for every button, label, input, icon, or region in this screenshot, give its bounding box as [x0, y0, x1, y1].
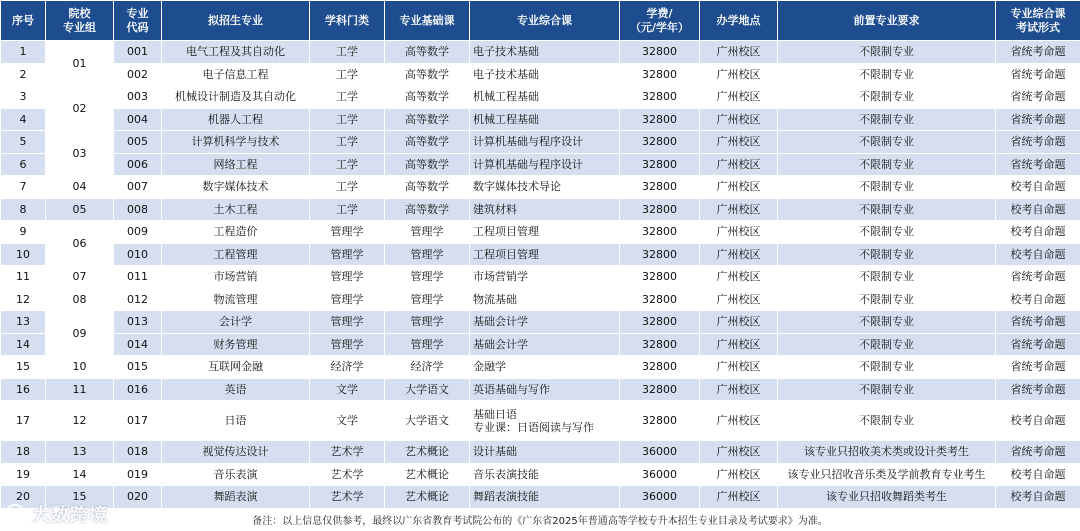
cell-prereq: 不限制专业 [778, 108, 996, 131]
cell-exam: 校考自命题 [996, 176, 1080, 199]
cell-campus: 广州校区 [700, 176, 778, 199]
cell-comprehensive: 工程项目管理 [470, 243, 620, 266]
cell-campus: 广州校区 [700, 441, 778, 464]
cell-comprehensive: 基础会计学 [470, 333, 620, 356]
cell-fee: 32800 [620, 86, 700, 109]
table-row [1, 333, 1080, 356]
cell-exam: 校考自命题 [996, 463, 1080, 486]
cell-prereq: 不限制专业 [778, 176, 996, 199]
cell-prereq: 不限制专业 [778, 41, 996, 64]
cell-group: 03 [46, 131, 114, 176]
cell-major: 物流管理 [162, 288, 310, 311]
cell-code: 002 [114, 63, 162, 86]
cell-basic: 管理学 [385, 221, 470, 244]
cell-comprehensive: 英语基础与写作 [470, 378, 620, 401]
header-prereq: 前置专业要求 [778, 1, 996, 41]
table-row [1, 311, 1080, 334]
cell-major: 视觉传达设计 [162, 441, 310, 464]
cell-comprehensive: 市场营销学 [470, 266, 620, 289]
cell-code: 008 [114, 198, 162, 221]
cell-basic: 高等数学 [385, 41, 470, 64]
cell-fee: 32800 [620, 378, 700, 401]
cell-major: 舞蹈表演 [162, 486, 310, 509]
cell-basic: 管理学 [385, 333, 470, 356]
cell-group: 10 [46, 356, 114, 379]
cell-major: 土木工程 [162, 198, 310, 221]
table-row [1, 266, 1080, 289]
cell-major: 英语 [162, 378, 310, 401]
cell-campus: 广州校区 [700, 401, 778, 441]
cell-group: 08 [46, 288, 114, 311]
cell-seq: 18 [1, 441, 46, 464]
cell-basic: 高等数学 [385, 131, 470, 154]
cell-campus: 广州校区 [700, 333, 778, 356]
cell-exam: 省统考命题 [996, 86, 1080, 109]
cell-category: 艺术学 [310, 486, 385, 509]
cell-category: 工学 [310, 41, 385, 64]
cell-code: 011 [114, 266, 162, 289]
cell-campus: 广州校区 [700, 243, 778, 266]
cell-category: 工学 [310, 108, 385, 131]
cell-group: 02 [46, 86, 114, 131]
cell-fee: 36000 [620, 463, 700, 486]
cell-comprehensive: 电子技术基础 [470, 41, 620, 64]
cell-major: 会计学 [162, 311, 310, 334]
cell-campus: 广州校区 [700, 311, 778, 334]
comprehensive-line-2: 专业课：日语阅读与写作 [473, 420, 594, 434]
cell-campus: 广州校区 [700, 266, 778, 289]
cell-seq: 11 [1, 266, 46, 289]
table-row [1, 401, 1080, 441]
cell-prereq: 不限制专业 [778, 243, 996, 266]
table-row [1, 108, 1080, 131]
cell-prereq: 该专业只招收美术类或设计类考生 [778, 441, 996, 464]
cell-category: 管理学 [310, 266, 385, 289]
table-row [1, 63, 1080, 86]
cell-major: 工程管理 [162, 243, 310, 266]
cell-category: 艺术学 [310, 463, 385, 486]
watermark-logo-icon [4, 503, 26, 525]
cell-group: 06 [46, 221, 114, 266]
cell-seq: 6 [1, 153, 46, 176]
header-group: 院校 专业组 [46, 1, 114, 41]
cell-basic: 高等数学 [385, 176, 470, 199]
cell-major: 财务管理 [162, 333, 310, 356]
cell-basic: 大学语文 [385, 401, 470, 441]
cell-code: 007 [114, 176, 162, 199]
cell-prereq: 不限制专业 [778, 266, 996, 289]
cell-group: 14 [46, 463, 114, 486]
cell-fee: 32800 [620, 153, 700, 176]
cell-code: 017 [114, 401, 162, 441]
table-row [1, 486, 1080, 509]
cell-fee: 36000 [620, 486, 700, 509]
cell-exam: 校考自命题 [996, 243, 1080, 266]
cell-fee: 36000 [620, 441, 700, 464]
cell-major: 工程造价 [162, 221, 310, 244]
cell-comprehensive [470, 401, 620, 441]
header-row [1, 1, 1080, 41]
cell-category: 工学 [310, 86, 385, 109]
cell-campus: 广州校区 [700, 86, 778, 109]
cell-comprehensive: 计算机基础与程序设计 [470, 131, 620, 154]
cell-group: 11 [46, 378, 114, 401]
cell-basic: 经济学 [385, 356, 470, 379]
cell-campus: 广州校区 [700, 108, 778, 131]
cell-prereq: 不限制专业 [778, 378, 996, 401]
cell-exam: 校考自命题 [996, 221, 1080, 244]
cell-exam: 省统考命题 [996, 153, 1080, 176]
cell-fee: 32800 [620, 266, 700, 289]
cell-prereq: 不限制专业 [778, 86, 996, 109]
cell-seq: 4 [1, 108, 46, 131]
cell-major: 网络工程 [162, 153, 310, 176]
cell-basic: 高等数学 [385, 86, 470, 109]
cell-category: 管理学 [310, 221, 385, 244]
table-row [1, 356, 1080, 379]
cell-major: 市场营销 [162, 266, 310, 289]
cell-major: 电子信息工程 [162, 63, 310, 86]
cell-category: 工学 [310, 131, 385, 154]
cell-comprehensive: 舞蹈表演技能 [470, 486, 620, 509]
table-row [1, 243, 1080, 266]
cell-fee: 32800 [620, 356, 700, 379]
cell-category: 工学 [310, 198, 385, 221]
cell-basic: 管理学 [385, 288, 470, 311]
cell-basic: 艺术概论 [385, 486, 470, 509]
cell-campus: 广州校区 [700, 463, 778, 486]
cell-seq: 17 [1, 401, 46, 441]
cell-category: 经济学 [310, 356, 385, 379]
cell-group: 04 [46, 176, 114, 199]
cell-code: 015 [114, 356, 162, 379]
cell-group: 07 [46, 266, 114, 289]
table-row [1, 153, 1080, 176]
cell-group: 01 [46, 41, 114, 86]
table-row [1, 131, 1080, 154]
cell-prereq: 该专业只招收音乐类及学前教育专业考生 [778, 463, 996, 486]
cell-major: 电气工程及其自动化 [162, 41, 310, 64]
cell-group: 09 [46, 311, 114, 356]
cell-seq: 8 [1, 198, 46, 221]
cell-fee: 32800 [620, 243, 700, 266]
cell-prereq: 该专业只招收舞蹈类考生 [778, 486, 996, 509]
cell-major: 数字媒体技术 [162, 176, 310, 199]
cell-code: 005 [114, 131, 162, 154]
cell-major: 机械设计制造及其自动化 [162, 86, 310, 109]
cell-comprehensive: 计算机基础与程序设计 [470, 153, 620, 176]
cell-comprehensive: 机械工程基础 [470, 86, 620, 109]
cell-basic: 管理学 [385, 311, 470, 334]
cell-seq: 1 [1, 41, 46, 64]
cell-code: 014 [114, 333, 162, 356]
cell-exam: 省统考命题 [996, 356, 1080, 379]
cell-exam: 省统考命题 [996, 41, 1080, 64]
header-fee: 学费/ （元/学年） [620, 1, 700, 41]
watermark [4, 500, 108, 528]
cell-fee: 32800 [620, 108, 700, 131]
cell-comprehensive: 数字媒体技术导论 [470, 176, 620, 199]
cell-code: 012 [114, 288, 162, 311]
table-row [1, 221, 1080, 244]
cell-group: 15 [46, 486, 114, 509]
cell-code: 018 [114, 441, 162, 464]
cell-comprehensive: 基础会计学 [470, 311, 620, 334]
cell-basic: 管理学 [385, 266, 470, 289]
cell-campus: 广州校区 [700, 41, 778, 64]
cell-group: 13 [46, 441, 114, 464]
cell-seq: 7 [1, 176, 46, 199]
table-row [1, 198, 1080, 221]
cell-fee: 32800 [620, 198, 700, 221]
cell-campus: 广州校区 [700, 63, 778, 86]
cell-basic: 艺术概论 [385, 463, 470, 486]
header-major: 拟招生专业 [162, 1, 310, 41]
cell-major: 互联网金融 [162, 356, 310, 379]
cell-category: 文学 [310, 401, 385, 441]
cell-group: 05 [46, 198, 114, 221]
cell-major: 日语 [162, 401, 310, 441]
table-row [1, 41, 1080, 64]
cell-exam: 省统考命题 [996, 63, 1080, 86]
cell-code: 006 [114, 153, 162, 176]
header-campus: 办学地点 [700, 1, 778, 41]
cell-code: 016 [114, 378, 162, 401]
header-basic: 专业基础课 [385, 1, 470, 41]
cell-basic: 高等数学 [385, 108, 470, 131]
cell-category: 工学 [310, 153, 385, 176]
table-row [1, 441, 1080, 464]
header-exam: 专业综合课 考试形式 [996, 1, 1080, 41]
cell-comprehensive: 电子技术基础 [470, 63, 620, 86]
table-row [1, 86, 1080, 109]
comprehensive-line-1: 基础日语 [473, 407, 517, 421]
cell-seq: 19 [1, 463, 46, 486]
cell-campus: 广州校区 [700, 221, 778, 244]
cell-fee: 32800 [620, 176, 700, 199]
table-row [1, 463, 1080, 486]
cell-code: 003 [114, 86, 162, 109]
cell-seq: 14 [1, 333, 46, 356]
cell-basic: 高等数学 [385, 63, 470, 86]
cell-seq: 5 [1, 131, 46, 154]
header-seq: 序号 [1, 1, 46, 41]
cell-basic: 大学语文 [385, 378, 470, 401]
cell-fee: 32800 [620, 401, 700, 441]
cell-category: 艺术学 [310, 441, 385, 464]
cell-category: 工学 [310, 176, 385, 199]
cell-comprehensive: 音乐表演技能 [470, 463, 620, 486]
cell-code: 019 [114, 463, 162, 486]
cell-prereq: 不限制专业 [778, 63, 996, 86]
cell-code: 004 [114, 108, 162, 131]
cell-campus: 广州校区 [700, 378, 778, 401]
cell-campus: 广州校区 [700, 198, 778, 221]
cell-seq: 16 [1, 378, 46, 401]
cell-major: 机器人工程 [162, 108, 310, 131]
cell-seq: 3 [1, 86, 46, 109]
cell-fee: 32800 [620, 333, 700, 356]
header-category: 学科门类 [310, 1, 385, 41]
table-row [1, 176, 1080, 199]
header-comprehensive: 专业综合课 [470, 1, 620, 41]
cell-basic: 高等数学 [385, 153, 470, 176]
cell-exam: 省统考命题 [996, 333, 1080, 356]
cell-fee: 32800 [620, 131, 700, 154]
cell-basic: 高等数学 [385, 198, 470, 221]
cell-code: 010 [114, 243, 162, 266]
cell-prereq: 不限制专业 [778, 401, 996, 441]
cell-seq: 15 [1, 356, 46, 379]
cell-basic: 艺术概论 [385, 441, 470, 464]
cell-campus: 广州校区 [700, 288, 778, 311]
table-row [1, 288, 1080, 311]
cell-code: 013 [114, 311, 162, 334]
cell-seq: 20 [1, 486, 46, 509]
cell-fee: 32800 [620, 41, 700, 64]
cell-prereq: 不限制专业 [778, 198, 996, 221]
cell-category: 管理学 [310, 243, 385, 266]
cell-prereq: 不限制专业 [778, 131, 996, 154]
cell-category: 管理学 [310, 288, 385, 311]
cell-exam: 校考自命题 [996, 486, 1080, 509]
cell-campus: 广州校区 [700, 356, 778, 379]
cell-campus: 广州校区 [700, 131, 778, 154]
cell-comprehensive: 机械工程基础 [470, 108, 620, 131]
cell-exam: 校考自命题 [996, 401, 1080, 441]
cell-exam: 省统考命题 [996, 131, 1080, 154]
cell-major: 音乐表演 [162, 463, 310, 486]
cell-exam: 省统考命题 [996, 311, 1080, 334]
cell-fee: 32800 [620, 221, 700, 244]
cell-prereq: 不限制专业 [778, 288, 996, 311]
cell-seq: 2 [1, 63, 46, 86]
cell-category: 工学 [310, 63, 385, 86]
cell-prereq: 不限制专业 [778, 311, 996, 334]
cell-exam: 省统考命题 [996, 266, 1080, 289]
cell-seq: 9 [1, 221, 46, 244]
cell-seq: 10 [1, 243, 46, 266]
watermark-text: 大数跨境 [32, 505, 108, 526]
cell-exam: 省统考命题 [996, 441, 1080, 464]
table-row [1, 378, 1080, 401]
cell-category: 管理学 [310, 333, 385, 356]
cell-major: 计算机科学与技术 [162, 131, 310, 154]
cell-campus: 广州校区 [700, 486, 778, 509]
footnote: 备注：以上信息仅供参考，最终以广东省教育考试院公布的《广东省2025年普通高等学校专升本招生专业目录及考试要求》为准。 [252, 516, 828, 527]
cell-basic: 管理学 [385, 243, 470, 266]
cell-exam: 校考自命题 [996, 288, 1080, 311]
cell-prereq: 不限制专业 [778, 221, 996, 244]
cell-comprehensive: 建筑材料 [470, 198, 620, 221]
cell-fee: 32800 [620, 288, 700, 311]
cell-comprehensive: 物流基础 [470, 288, 620, 311]
cell-exam: 省统考命题 [996, 108, 1080, 131]
cell-comprehensive: 设计基础 [470, 441, 620, 464]
cell-comprehensive: 工程项目管理 [470, 221, 620, 244]
cell-seq: 13 [1, 311, 46, 334]
cell-prereq: 不限制专业 [778, 333, 996, 356]
cell-seq: 12 [1, 288, 46, 311]
cell-prereq: 不限制专业 [778, 153, 996, 176]
cell-code: 020 [114, 486, 162, 509]
cell-comprehensive: 金融学 [470, 356, 620, 379]
cell-category: 管理学 [310, 311, 385, 334]
cell-group: 12 [46, 401, 114, 441]
cell-exam: 省统考命题 [996, 378, 1080, 401]
header-code: 专业 代码 [114, 1, 162, 41]
cell-prereq: 不限制专业 [778, 356, 996, 379]
cell-campus: 广州校区 [700, 153, 778, 176]
cell-category: 文学 [310, 378, 385, 401]
cell-fee: 32800 [620, 63, 700, 86]
cell-code: 001 [114, 41, 162, 64]
cell-exam: 校考自命题 [996, 198, 1080, 221]
cell-fee: 32800 [620, 311, 700, 334]
cell-code: 009 [114, 221, 162, 244]
